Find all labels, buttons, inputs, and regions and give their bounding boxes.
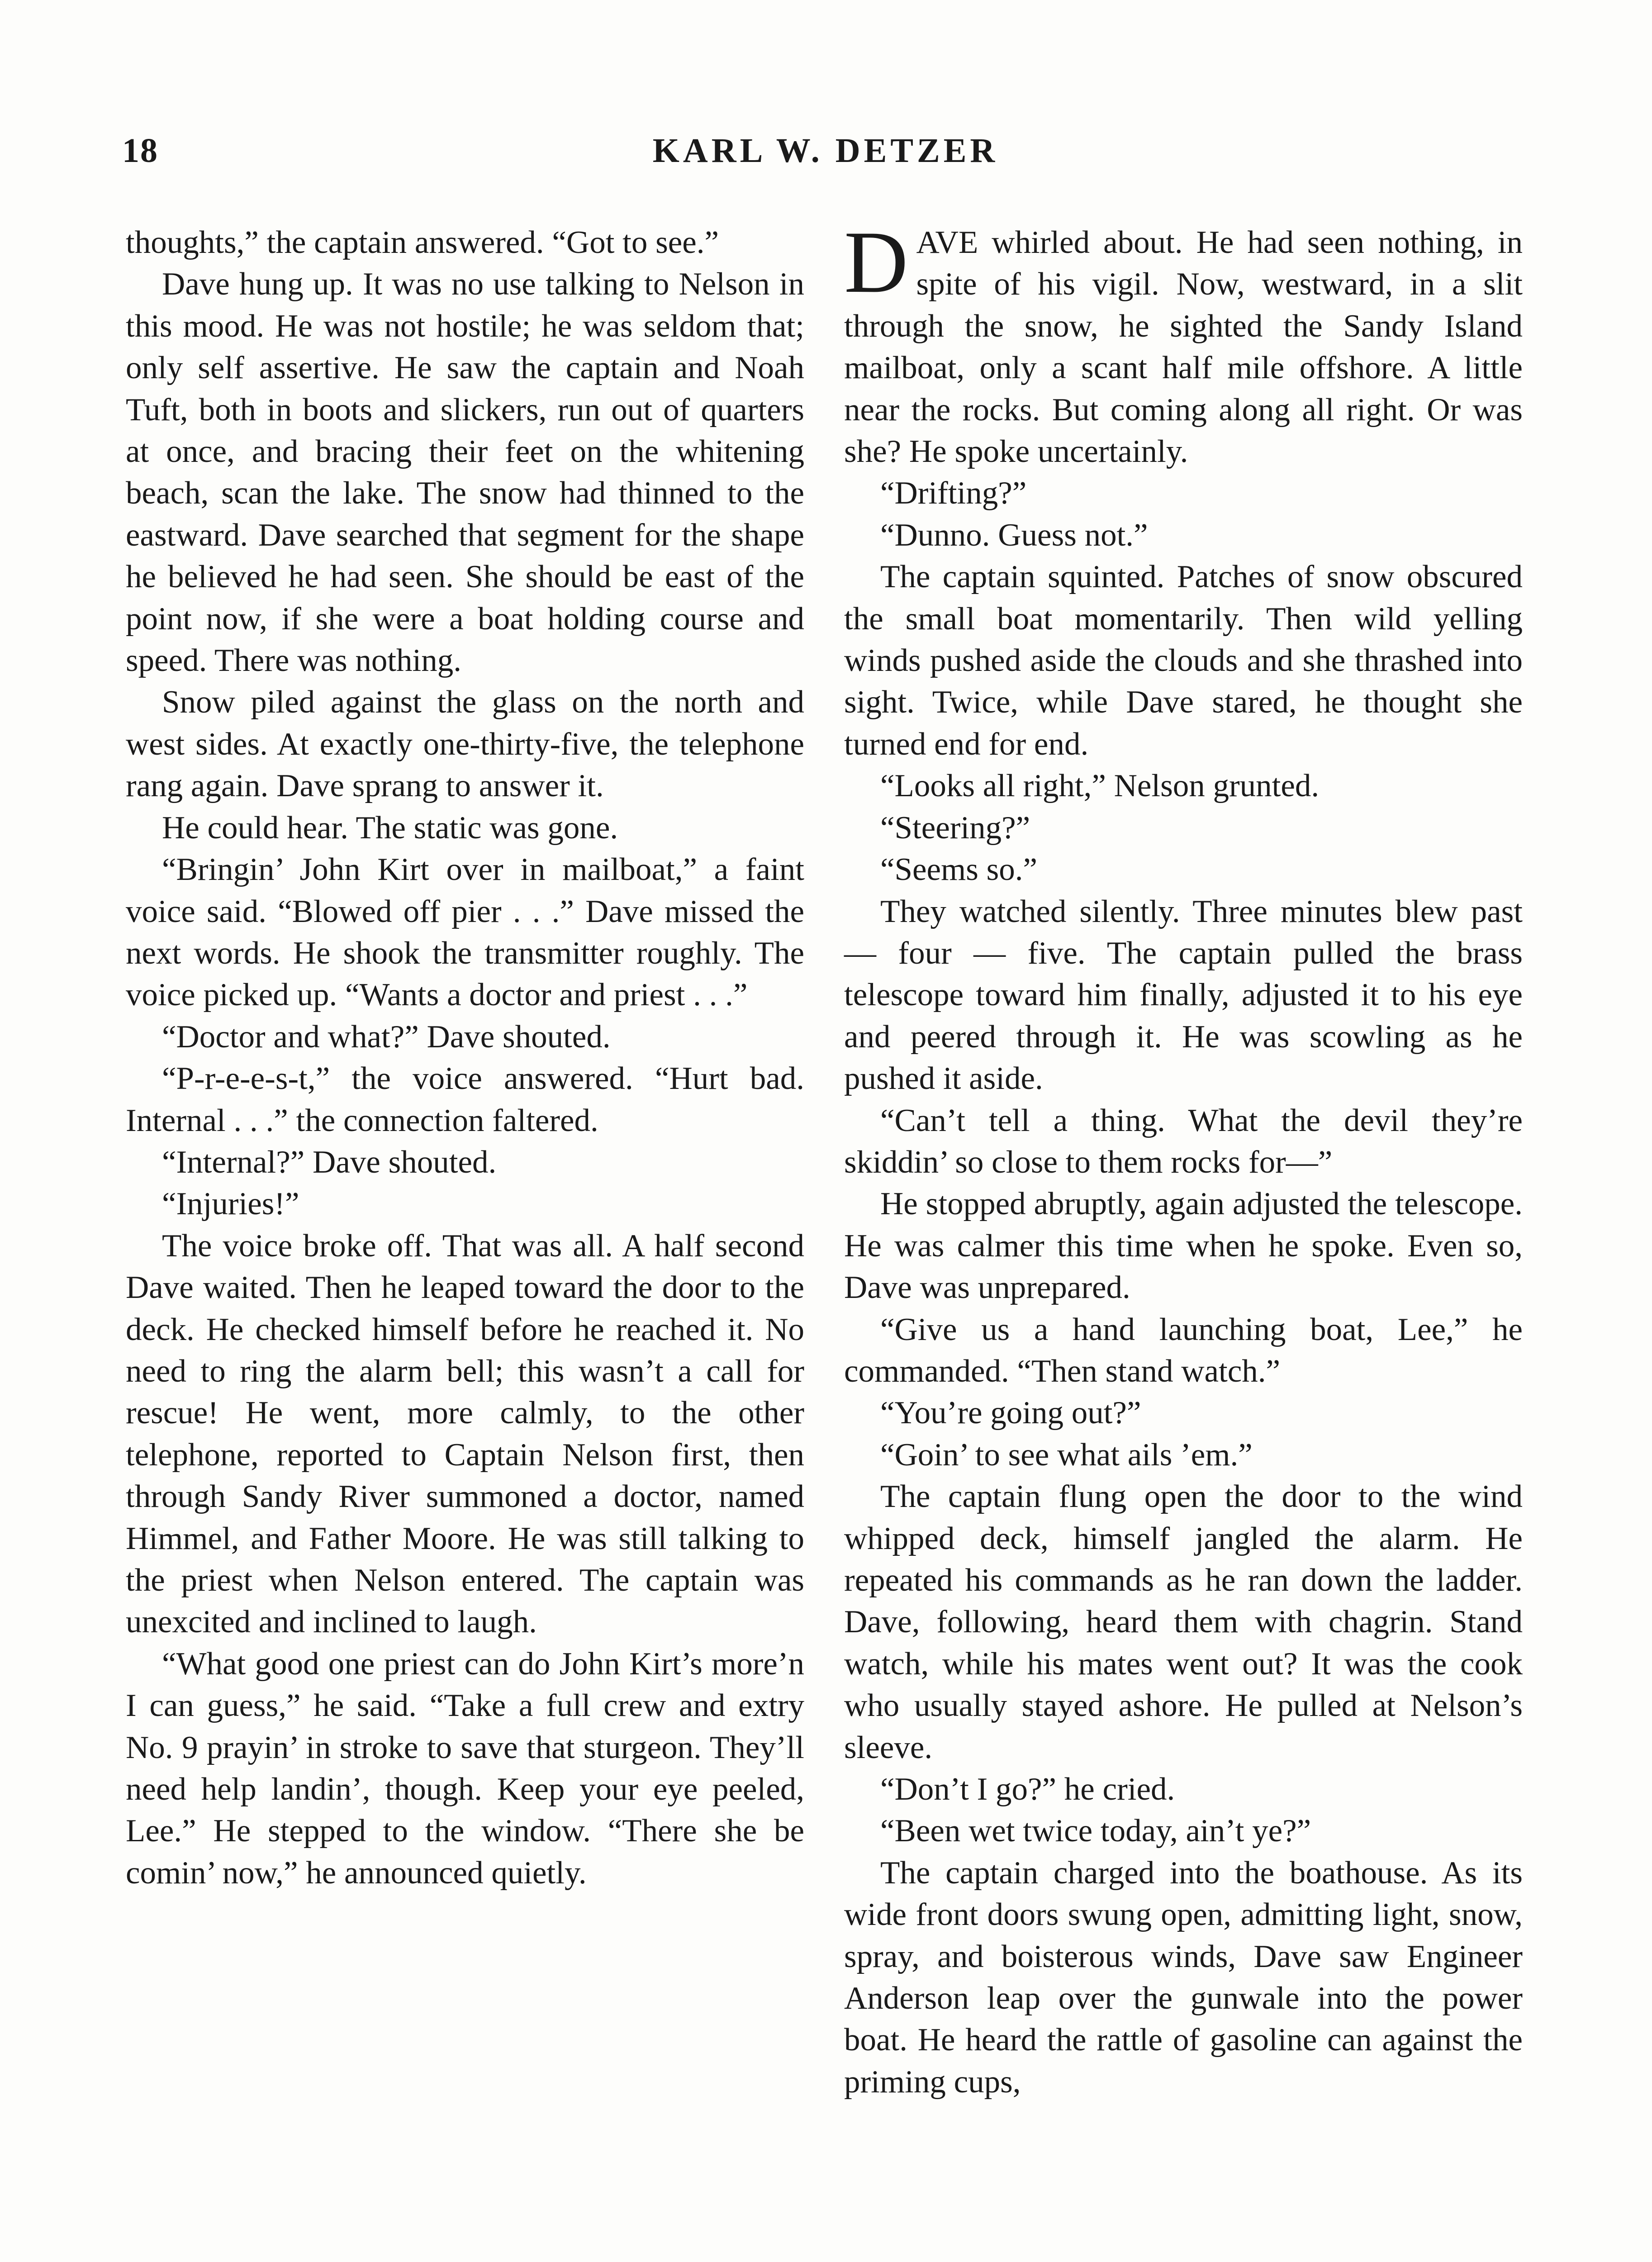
paragraph: The captain squinted. Patches of snow obscured the small boat momentarily. Then wild yelling winds pushed aside the clouds and she thrashed into sight. Twice, while Dave stared, he thought she turned end for end. xyxy=(844,559,1523,762)
paragraph: He could hear. The static was gone. xyxy=(162,810,618,846)
paragraph: “Drifting?” xyxy=(880,475,1027,511)
paragraph: The captain flung open the door to the wind whipped deck, himself jangled the alarm. He repeated his commands as he ran down the ladder. Dave, following, heard them with chagrin. Stand watch, while his mates went out? It was the cook who usually stayed ashore. He pulled at Nelson’s sleeve. xyxy=(844,1479,1523,1765)
paragraph: He stopped abruptly, again adjusted the telescope. He was calmer this time when he spoke. Even so, Dave was unprepared. xyxy=(844,1186,1523,1306)
paragraph: Dave hung up. It was no use talking to Nelson in this mood. He was not hostile; he was seldom that; only self assertive. He saw the captain and Noah Tuft, both in boots and slickers, run out of quarters at once, and bracing their feet on the whitening beach, scan the lake. The snow had thinned to the eastward. Dave searched that segment for the shape he believed he had seen. She should be east of the point now, if she were a boat holding course and speed. There was nothing. xyxy=(126,266,804,679)
opening-paragraph xyxy=(844,213,1523,472)
paragraph: “Steering?” xyxy=(880,810,1030,846)
running-title: KARL W. DETZER xyxy=(652,132,999,170)
paragraph: “Dunno. Guess not.” xyxy=(880,517,1148,553)
running-head xyxy=(122,131,1529,185)
paragraph: “Give us a hand launching boat, Lee,” he commanded. “Then stand watch.” xyxy=(844,1312,1523,1389)
drop-cap: D xyxy=(844,213,908,311)
paragraph: “Bringin’ John Kirt over in mailboat,” a faint voice said. “Blowed off pier . . .” Dave missed the next words. He shook the transmitter roughly. The voice picked up. “Wants a doctor and priest . . .” xyxy=(126,852,804,1013)
right-column xyxy=(844,213,1523,2103)
paragraph: “Injuries!” xyxy=(162,1186,299,1222)
left-column xyxy=(126,222,804,1894)
paragraph: “Doctor and what?” Dave shouted. xyxy=(162,1019,611,1055)
paragraph: “You’re going out?” xyxy=(880,1395,1141,1431)
paragraph: “What good one priest can do John Kirt’s more’n I can guess,” he said. “Take a full crew and extry No. 9 prayin’ in stroke to save that sturgeon. They’ll need help landin’, though. Keep your eye peeled, Lee.” He stepped to the window. “There she be comin’ now,” he announced quietly. xyxy=(126,1646,804,1891)
paragraph: thoughts,” the captain answered. “Got to see.” xyxy=(126,225,719,260)
paragraph: “Seems so.” xyxy=(880,852,1038,888)
paragraph: “Been wet twice today, ain’t ye?” xyxy=(880,1813,1311,1849)
paragraph: “Looks all right,” Nelson grunted. xyxy=(880,768,1320,804)
paragraph: “Don’t I go?” he cried. xyxy=(880,1772,1175,1807)
opening-paragraph-text: AVE whirled about. He had seen nothing, in spite of his vigil. Now, westward, in a slit through the snow, he sighted the Sandy Island mailboat, only a scant half mile offshore. A little near the rocks. But coming along all right. Or was she? He spoke uncertainly. xyxy=(844,225,1523,470)
page-number: 18 xyxy=(122,132,158,170)
paragraph: “Can’t tell a thing. What the devil they’re skiddin’ so close to them rocks for—” xyxy=(844,1102,1523,1180)
paragraph: Snow piled against the glass on the north and west sides. At exactly one-thirty-five, the telephone rang again. Dave sprang to answer it. xyxy=(126,684,804,804)
paragraph: “Goin’ to see what ails ’em.” xyxy=(880,1437,1253,1473)
paragraph: The captain charged into the boathouse. As its wide front doors swung open, admitting light, snow, spray, and boisterous winds, Dave saw Engineer Anderson leap over the gunwale into the power boat. He heard the rattle of gasoline can against the priming cups, xyxy=(844,1855,1523,2100)
paragraph: The voice broke off. That was all. A half second Dave waited. Then he leaped toward the door to the deck. He checked himself before he reached it. No need to ring the alarm bell; this wasn’t a call for rescue! He went, more calmly, to the other telephone, reported to Captain Nelson first, then through Sandy River summoned a doctor, named Himmel, and Father Moore. He was still talking to the priest when Nelson entered. The captain was unexcited and inclined to laugh. xyxy=(126,1228,804,1640)
paragraph: “P-r-e-e-s-t,” the voice answered. “Hurt bad. Internal . . .” the connection faltered. xyxy=(126,1061,804,1138)
paragraph: They watched silently. Three minutes blew past — four — five. The captain pulled the brass telescope toward him finally, adjusted it to his eye and peered through it. He was scowling as he pushed it aside. xyxy=(844,893,1523,1097)
paragraph: “Internal?” Dave shouted. xyxy=(162,1144,497,1180)
